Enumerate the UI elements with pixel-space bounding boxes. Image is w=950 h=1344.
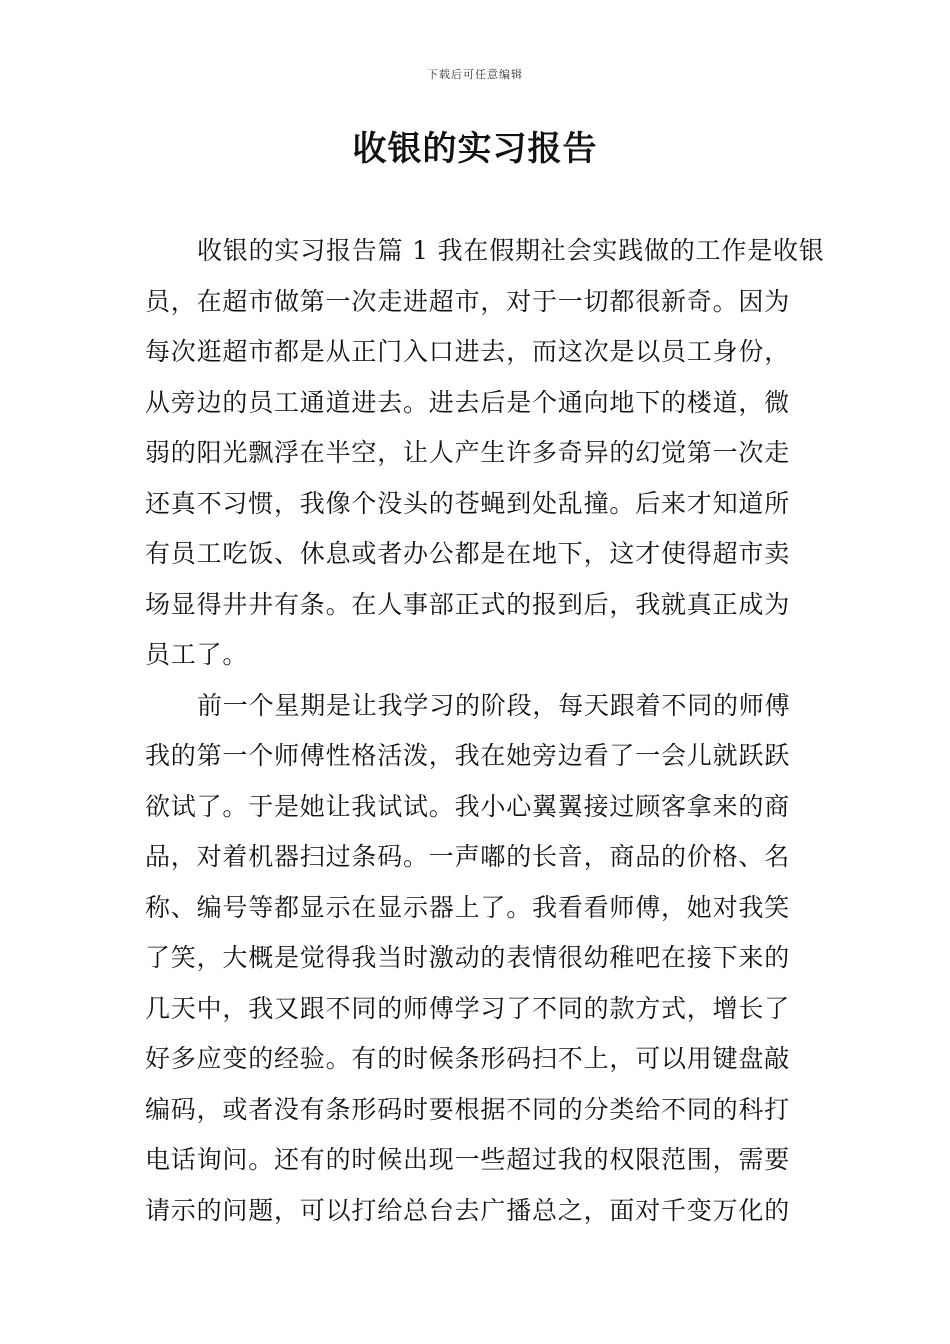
text-line: 每次逛超市都是从正门入口进去，而这次是以员工身份， [145,337,791,366]
text-line: 品，对着机器扫过条码。一声嘟的长音，商品的价格、名 [145,842,791,871]
text-line: 场显得井井有条。在人事部正式的报到后，我就真正成为 [145,589,791,619]
document-body [145,226,825,1236]
text-line: 几天中，我又跟不同的师傅学习了不同的款方式，增长了 [145,993,791,1023]
text-line: 请示的问题，可以打给总台去广播总之，面对千变万化的 [145,1195,791,1225]
text-line: 称、编号等都显示在显示器上了。我看看师傅，她对我笑 [145,892,791,922]
text-line: 电话询问。还有的时候出现一些超过我的权限范围，需要 [145,1145,791,1174]
text-line: 好多应变的经验。有的时候条形码扫不上，可以用键盘敲 [145,1044,791,1073]
document-title: 收银的实习报告 [352,129,598,169]
text-line: 弱的阳光飘浮在半空，让人产生许多奇异的幻觉第一次走 [145,438,791,467]
text-line: 员，在超市做第一次走进超市，对于一切都很新奇。因为 [145,286,791,316]
text-line: 收银的实习报告篇 1 我在假期社会实践做的工作是收银 [197,236,825,265]
text-line: 我的第一个师傅性格活泼，我在她旁边看了一会儿就跃跃 [145,741,791,770]
paragraph-1 [145,226,825,681]
text-line: 还真不习惯，我像个没头的苍蝇到处乱撞。后来才知道所 [145,488,791,518]
text-line: 了笑，大概是觉得我当时激动的表情很幼稚吧在接下来的 [145,943,791,972]
text-line: 从旁边的员工通道进去。进去后是个通向地下的楼道，微 [145,387,791,417]
paragraph-2 [145,681,809,1237]
text-line: 员工了。 [145,640,249,669]
text-line: 前一个星期是让我学习的阶段，每天跟着不同的师傅 [197,690,791,720]
text-line: 有员工吃饭、休息或者办公都是在地下，这才使得超市卖 [145,539,791,568]
text-line: 编码，或者没有条形码时要根据不同的分类给不同的科打 [145,1094,791,1124]
header-note: 下载后可任意编辑 [427,68,523,81]
text-line: 欲试了。于是她让我试试。我小心翼翼接过顾客拿来的商 [145,791,791,821]
